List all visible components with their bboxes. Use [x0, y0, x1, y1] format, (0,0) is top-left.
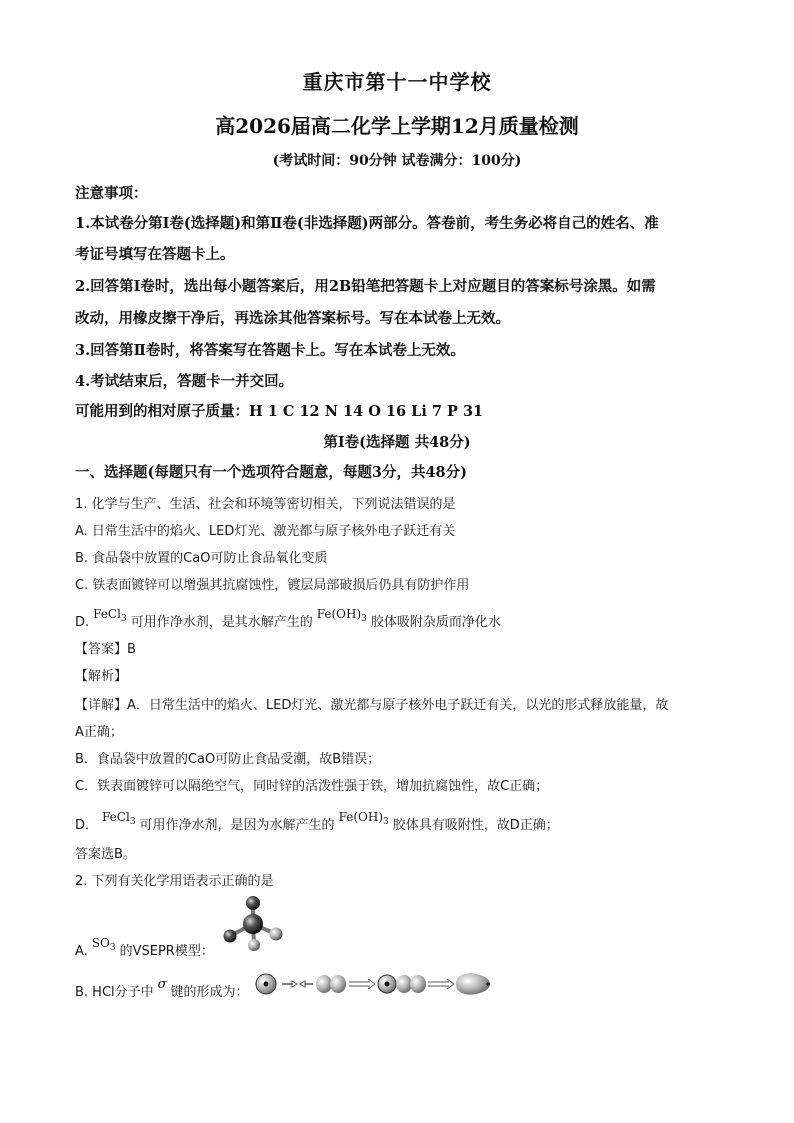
q1-d-mid: 可用作净水剂，是其水解产生的 — [130, 615, 313, 630]
note-1-line1: 1.本试卷分第Ⅰ卷(选择题)和第Ⅱ卷(非选择题)两部分。答卷前，考生务必将自己的姓名、准 — [75, 215, 659, 232]
fecl3-formula: FeCl$_3$ — [93, 607, 127, 624]
q2-option-b — [75, 978, 725, 1008]
notes-heading: 注意事项： — [75, 185, 148, 202]
so3-vsepr-model-figure — [218, 894, 288, 956]
q1-option-c: C. 铁表面镀锌可以增强其抗腐蚀性，镀层局部破损后仍具有防护作用 — [75, 578, 470, 593]
q1-detail-b: B．食品袋中放置的CaO可防止食品受潮，故B错误； — [75, 752, 381, 767]
note-3: 3.回答第Ⅱ卷时，将答案写在答题卡上。写在本试卷上无效。 — [75, 342, 465, 359]
q1-option-d — [75, 607, 725, 630]
feoh3-formula: $Fe(OH)_3$ — [338, 810, 389, 827]
note-2-line2: 改动，用橡皮擦干净后，再选涂其他答案标号。写在本试卷上无效。 — [75, 310, 510, 327]
note-2-line1: 2.回答第Ⅰ卷时，选出每小题答案后，用2B铅笔把答题卡上对应题目的答案标号涂黑。如需 — [75, 278, 656, 295]
feoh3-formula: $Fe(OH)_3$ — [316, 607, 367, 624]
q2-b-suffix: 键的形成为： — [170, 985, 249, 1000]
q1-option-b: B. 食品袋中放置的CaO可防止食品氧化变质 — [75, 551, 328, 566]
q1-analysis-label: 【解析】 — [75, 669, 128, 684]
sigma-symbol: σ — [157, 977, 167, 992]
school-name: 重庆市第十一中学校 — [302, 70, 492, 94]
so3-formula: $SO_3$ — [91, 936, 116, 953]
q1-conclusion: 答案选B。 — [75, 847, 136, 862]
q2-a-prefix: A. — [75, 944, 88, 959]
q1-detail-d — [75, 810, 725, 833]
part-title: 第Ⅰ卷(选择题 共48分) — [323, 434, 471, 451]
hcl-sigma-bond-formation-figure — [252, 968, 492, 1000]
note-1-line2: 考证号填写在答题卡上。 — [75, 246, 235, 263]
q1-detail-a-line2: A正确； — [75, 725, 123, 740]
q1-detail-d-prefix: D． — [75, 818, 99, 833]
q1-answer: 【答案】B — [75, 642, 136, 657]
q1-d-prefix: D. — [75, 615, 90, 630]
exam-info: (考试时间：90分钟 试卷满分：100分) — [272, 153, 522, 169]
q1-d-suffix: 胶体吸附杂质而净化水 — [370, 615, 501, 630]
fecl3-formula: FeCl$_3$ — [102, 810, 136, 827]
q1-detail-d-mid: 可用作净水剂，是因为水解产生的 — [139, 818, 335, 833]
exam-title: 高2026届高二化学上学期12月质量检测 — [215, 114, 579, 138]
q1-stem: 1. 化学与生产、生活、社会和环境等密切相关，下列说法错误的是 — [75, 497, 456, 512]
q1-detail-d-suffix: 胶体具有吸附性，故D正确； — [392, 818, 559, 833]
q2-option-a — [75, 894, 725, 959]
q1-option-a: A. 日常生活中的焰火、LED灯光、激光都与原子核外电子跃迁有关 — [75, 524, 456, 539]
q2-a-suffix: 的VSEPR模型： — [119, 944, 214, 959]
q1-detail-c: C．铁表面镀锌可以隔绝空气，同时锌的活泼性强于铁，增加抗腐蚀性，故C正确； — [75, 779, 549, 794]
section-heading: 一、选择题(每题只有一个选项符合题意，每题3分，共48分) — [75, 464, 467, 481]
q1-detail-a-line1: 【详解】A．日常生活中的焰火、LED灯光、激光都与原子核外电子跃迁有关，以光的形式释放能量，故 — [75, 698, 669, 713]
note-4: 4.考试结束后，答题卡一并交回。 — [75, 373, 294, 390]
q2-b-prefix: B. HCl分子中 — [75, 985, 154, 1000]
q2-stem: 2. 下列有关化学用语表示正确的是 — [75, 874, 274, 889]
atomic-masses: 可能用到的相对原子质量：H 1 C 12 N 14 O 16 Li 7 P 31 — [75, 403, 484, 420]
